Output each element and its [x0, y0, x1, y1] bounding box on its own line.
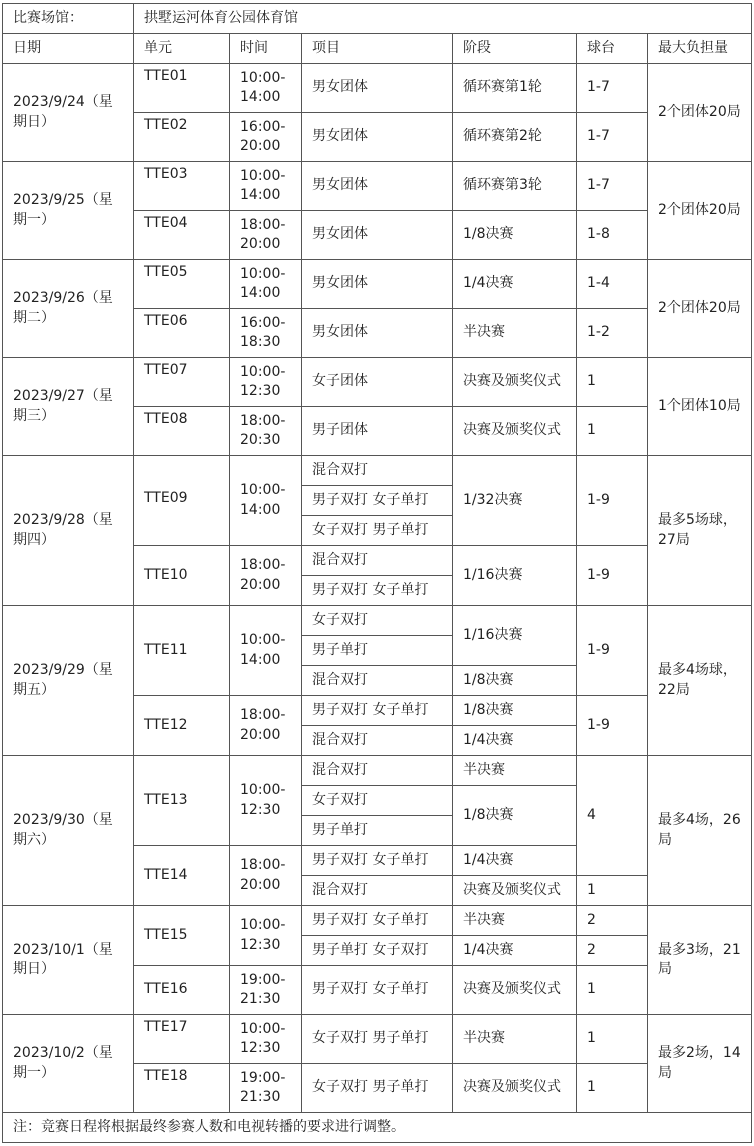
time-cell: 10:00- 14:00 [230, 456, 302, 546]
event-cell: 女子双打 [302, 786, 453, 816]
event-cell: 男女团体 [302, 260, 453, 309]
time-cell: 16:00- 18:30 [230, 309, 302, 358]
stage-cell: 循环赛第1轮 [453, 64, 577, 113]
table-cell: 1 [577, 407, 648, 456]
venue-label: 比赛场馆： [3, 4, 134, 34]
unit-cell: TTE14 [134, 846, 230, 906]
date-cell: 2023/9/28（星 期四） [3, 456, 134, 606]
time-cell: 10:00- 14:00 [230, 260, 302, 309]
table-cell: 1 [577, 876, 648, 906]
unit-cell: TTE09 [134, 456, 230, 546]
table-cell: 1-7 [577, 64, 648, 113]
stage-cell: 半决赛 [453, 906, 577, 936]
note-row [3, 1113, 752, 1143]
event-cell: 女子双打 男子单打 [302, 516, 453, 546]
unit-cell: TTE05 [134, 260, 230, 309]
stage-cell: 循环赛第3轮 [453, 162, 577, 211]
header-capacity: 最大负担量 [648, 34, 752, 64]
date-cell: 2023/10/1（星 期日） [3, 906, 134, 1015]
table-cell: 1-9 [577, 696, 648, 756]
event-cell: 女子双打 男子单打 [302, 1015, 453, 1064]
unit-cell: TTE12 [134, 696, 230, 756]
stage-cell: 1/16决赛 [453, 546, 577, 606]
stage-cell: 决赛及颁奖仪式 [453, 407, 577, 456]
venue-row [3, 4, 752, 34]
table-row [3, 756, 752, 786]
table-cell: 4 [577, 756, 648, 876]
time-cell: 10:00- 12:30 [230, 1015, 302, 1064]
unit-cell: TTE16 [134, 966, 230, 1015]
unit-cell: TTE02 [134, 113, 230, 162]
stage-cell: 1/4决赛 [453, 936, 577, 966]
event-cell: 男子团体 [302, 407, 453, 456]
event-cell: 混合双打 [302, 876, 453, 906]
table-cell: 1 [577, 966, 648, 1015]
event-cell: 男子双打 女子单打 [302, 486, 453, 516]
table-row [3, 162, 752, 211]
table-row [3, 358, 752, 407]
table-row [3, 64, 752, 113]
capacity-cell: 2个团体20局 [648, 162, 752, 260]
stage-cell: 决赛及颁奖仪式 [453, 1064, 577, 1113]
time-cell: 10:00- 12:30 [230, 756, 302, 846]
unit-cell: TTE17 [134, 1015, 230, 1064]
time-cell: 10:00- 12:30 [230, 906, 302, 966]
table-row [3, 906, 752, 936]
schedule-table [2, 3, 752, 1143]
capacity-cell: 1个团体10局 [648, 358, 752, 456]
stage-cell: 半决赛 [453, 1015, 577, 1064]
event-cell: 男子双打 女子单打 [302, 576, 453, 606]
event-cell: 男子双打 女子单打 [302, 846, 453, 876]
date-cell: 2023/9/29（星 期五） [3, 606, 134, 756]
venue-value: 拱墅运河体育公园体育馆 [134, 4, 752, 34]
unit-cell: TTE04 [134, 211, 230, 260]
event-cell: 混合双打 [302, 756, 453, 786]
table-cell: 1 [577, 1015, 648, 1064]
event-cell: 男子双打 女子单打 [302, 906, 453, 936]
date-cell: 2023/9/30（星 期六） [3, 756, 134, 906]
stage-cell: 决赛及颁奖仪式 [453, 966, 577, 1015]
time-cell: 19:00- 21:30 [230, 1064, 302, 1113]
header-stage: 阶段 [453, 34, 577, 64]
event-cell: 混合双打 [302, 546, 453, 576]
capacity-cell: 最多3场，21 局 [648, 906, 752, 1015]
unit-cell: TTE11 [134, 606, 230, 696]
event-cell: 男子单打 [302, 636, 453, 666]
unit-cell: TTE15 [134, 906, 230, 966]
table-cell: 1-7 [577, 162, 648, 211]
event-cell: 男子双打 女子单打 [302, 966, 453, 1015]
unit-cell: TTE18 [134, 1064, 230, 1113]
date-cell: 2023/9/27（星 期三） [3, 358, 134, 456]
event-cell: 男女团体 [302, 162, 453, 211]
table-cell: 1-2 [577, 309, 648, 358]
event-cell: 女子团体 [302, 358, 453, 407]
event-cell: 男子单打 女子双打 [302, 936, 453, 966]
date-cell: 2023/9/26（星 期二） [3, 260, 134, 358]
header-table: 球台 [577, 34, 648, 64]
capacity-cell: 最多2场，14 局 [648, 1015, 752, 1113]
table-cell: 2 [577, 936, 648, 966]
stage-cell: 1/16决赛 [453, 606, 577, 666]
time-cell: 10:00- 14:00 [230, 162, 302, 211]
time-cell: 18:00- 20:00 [230, 211, 302, 260]
table-cell: 1-9 [577, 606, 648, 696]
time-cell: 16:00- 20:00 [230, 113, 302, 162]
event-cell: 男女团体 [302, 211, 453, 260]
stage-cell: 决赛及颁奖仪式 [453, 358, 577, 407]
event-cell: 混合双打 [302, 456, 453, 486]
time-cell: 10:00- 14:00 [230, 606, 302, 696]
event-cell: 男女团体 [302, 64, 453, 113]
header-time: 时间 [230, 34, 302, 64]
table-cell: 1-9 [577, 546, 648, 606]
date-cell: 2023/9/25（星 期一） [3, 162, 134, 260]
event-cell: 女子双打 男子单打 [302, 1064, 453, 1113]
event-cell: 男女团体 [302, 113, 453, 162]
capacity-cell: 最多4场，26 局 [648, 756, 752, 906]
date-cell: 2023/10/2（星 期一） [3, 1015, 134, 1113]
event-cell: 女子双打 [302, 606, 453, 636]
table-row [3, 456, 752, 486]
unit-cell: TTE08 [134, 407, 230, 456]
event-cell: 男女团体 [302, 309, 453, 358]
unit-cell: TTE06 [134, 309, 230, 358]
time-cell: 10:00- 12:30 [230, 358, 302, 407]
time-cell: 18:00- 20:30 [230, 407, 302, 456]
stage-cell: 1/4决赛 [453, 846, 577, 876]
stage-cell: 1/8决赛 [453, 786, 577, 846]
unit-cell: TTE10 [134, 546, 230, 606]
table-row [3, 260, 752, 309]
stage-cell: 1/4决赛 [453, 260, 577, 309]
stage-cell: 半决赛 [453, 309, 577, 358]
event-cell: 混合双打 [302, 666, 453, 696]
date-cell: 2023/9/24（星 期日） [3, 64, 134, 162]
time-cell: 18:00- 20:00 [230, 546, 302, 606]
table-cell: 1-8 [577, 211, 648, 260]
stage-cell: 决赛及颁奖仪式 [453, 876, 577, 906]
header-date: 日期 [3, 34, 134, 64]
stage-cell: 1/8决赛 [453, 666, 577, 696]
stage-cell: 1/32决赛 [453, 456, 577, 546]
table-row [3, 1015, 752, 1064]
stage-cell: 1/8决赛 [453, 211, 577, 260]
event-cell: 男子双打 女子单打 [302, 696, 453, 726]
table-cell: 1 [577, 358, 648, 407]
time-cell: 19:00- 21:30 [230, 966, 302, 1015]
event-cell: 混合双打 [302, 726, 453, 756]
table-cell: 1 [577, 1064, 648, 1113]
stage-cell: 1/4决赛 [453, 726, 577, 756]
time-cell: 18:00- 20:00 [230, 846, 302, 906]
table-cell: 1-9 [577, 456, 648, 546]
capacity-cell: 最多4场球， 22局 [648, 606, 752, 756]
unit-cell: TTE07 [134, 358, 230, 407]
time-cell: 18:00- 20:00 [230, 696, 302, 756]
unit-cell: TTE13 [134, 756, 230, 846]
header-event: 项目 [302, 34, 453, 64]
schedule-note: 注：竞赛日程将根据最终参赛人数和电视转播的要求进行调整。 [3, 1113, 752, 1143]
capacity-cell: 2个团体20局 [648, 260, 752, 358]
capacity-cell: 最多5场球， 27局 [648, 456, 752, 606]
event-cell: 男子单打 [302, 816, 453, 846]
table-cell: 1-4 [577, 260, 648, 309]
time-cell: 10:00- 14:00 [230, 64, 302, 113]
capacity-cell: 2个团体20局 [648, 64, 752, 162]
stage-cell: 循环赛第2轮 [453, 113, 577, 162]
header-row [3, 34, 752, 64]
header-unit: 单元 [134, 34, 230, 64]
stage-cell: 1/8决赛 [453, 696, 577, 726]
stage-cell: 半决赛 [453, 756, 577, 786]
table-row [3, 606, 752, 636]
unit-cell: TTE03 [134, 162, 230, 211]
unit-cell: TTE01 [134, 64, 230, 113]
table-cell: 1-7 [577, 113, 648, 162]
table-cell: 2 [577, 906, 648, 936]
